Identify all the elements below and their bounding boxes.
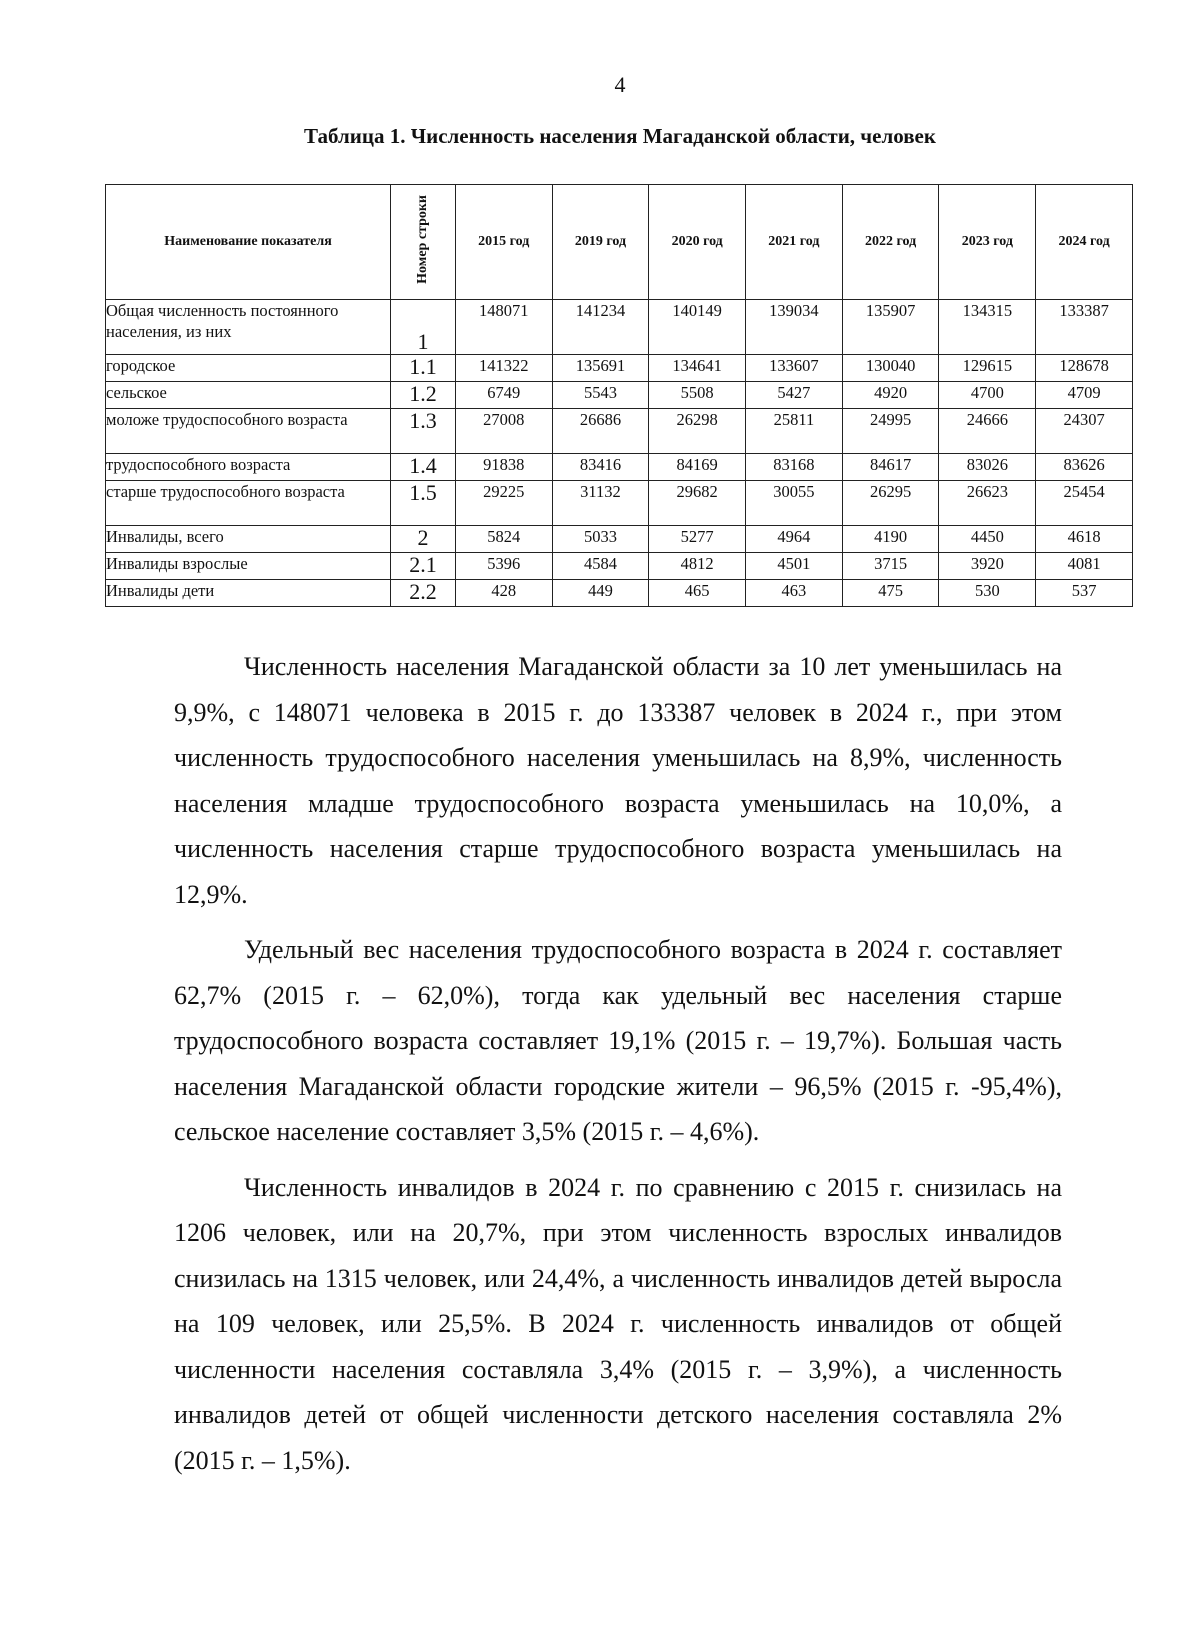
row-value: 133387: [1036, 300, 1133, 355]
row-value: 27008: [455, 409, 552, 454]
row-value: 6749: [455, 382, 552, 409]
row-number: 1.2: [391, 382, 456, 409]
row-name: Инвалиды, всего: [106, 526, 391, 553]
row-value: 83026: [939, 454, 1036, 481]
row-value: 128678: [1036, 355, 1133, 382]
row-value: 465: [649, 580, 746, 607]
row-value: 139034: [746, 300, 843, 355]
row-value: 141322: [455, 355, 552, 382]
row-name: трудоспособного возраста: [106, 454, 391, 481]
row-value: 449: [552, 580, 649, 607]
table-row: [106, 409, 1133, 454]
table-row: [106, 553, 1133, 580]
row-value: 26686: [552, 409, 649, 454]
row-value: 135907: [842, 300, 939, 355]
row-value: 29682: [649, 481, 746, 526]
row-value: 83416: [552, 454, 649, 481]
row-value: 26623: [939, 481, 1036, 526]
row-value: 129615: [939, 355, 1036, 382]
row-value: 84169: [649, 454, 746, 481]
row-value: 5824: [455, 526, 552, 553]
header-row-number: [391, 185, 456, 300]
row-value: 4709: [1036, 382, 1133, 409]
row-value: 5543: [552, 382, 649, 409]
row-number: 1: [391, 300, 456, 355]
row-value: 475: [842, 580, 939, 607]
row-value: 5396: [455, 553, 552, 580]
header-indicator-name: Наименование показателя: [106, 185, 391, 300]
header-year: 2024 год: [1036, 185, 1133, 300]
row-number: 2.2: [391, 580, 456, 607]
header-year: 2022 год: [842, 185, 939, 300]
row-value: 91838: [455, 454, 552, 481]
row-value: 83626: [1036, 454, 1133, 481]
row-value: 5508: [649, 382, 746, 409]
header-year: 2023 год: [939, 185, 1036, 300]
table-row: [106, 526, 1133, 553]
row-name: Общая численность постоянного населения, из них: [106, 300, 391, 355]
row-value: 84617: [842, 454, 939, 481]
table-row: [106, 580, 1133, 607]
row-name: старше трудоспособного возраста: [106, 481, 391, 526]
row-value: 135691: [552, 355, 649, 382]
row-name: Инвалиды дети: [106, 580, 391, 607]
paragraph: Численность населения Магаданской области за 10 лет уменьшилась на 9,9%, с 148071 человека в 2015 г. до 133387 человек в 2024 г., при этом численность трудоспособного населения уменьшилась на 8,9%, численность населения младше трудоспособного возраста уменьшилась на 10,0%, а численность населения старше трудоспособного возраста уменьшилась на 12,9%.: [174, 652, 1062, 909]
row-number: 2: [391, 526, 456, 553]
row-value: 4450: [939, 526, 1036, 553]
row-value: 148071: [455, 300, 552, 355]
row-value: 31132: [552, 481, 649, 526]
row-value: 134315: [939, 300, 1036, 355]
row-value: 83168: [746, 454, 843, 481]
row-value: 26295: [842, 481, 939, 526]
row-value: 25811: [746, 409, 843, 454]
row-value: 4700: [939, 382, 1036, 409]
row-value: 4812: [649, 553, 746, 580]
table-row: [106, 481, 1133, 526]
row-value: 463: [746, 580, 843, 607]
paragraph: Удельный вес населения трудоспособного возраста в 2024 г. составляет 62,7% (2015 г. – 62,0%), тогда как удельный вес населения старше трудоспособного возраста составляет 19,1% (2015 г. – 19,7%). Большая часть населения Магаданской области городские жители – 96,5% (2015 г. -95,4%), сельское население составляет 3,5% (2015 г. – 4,6%).: [174, 935, 1062, 1146]
row-number: 1.3: [391, 409, 456, 454]
header-year: 2019 год: [552, 185, 649, 300]
table-row: [106, 382, 1133, 409]
row-value: 133607: [746, 355, 843, 382]
row-value: 3715: [842, 553, 939, 580]
row-value: 4190: [842, 526, 939, 553]
row-value: 24666: [939, 409, 1036, 454]
row-value: 141234: [552, 300, 649, 355]
row-value: 140149: [649, 300, 746, 355]
table-title: Таблица 1. Численность населения Магаданской области, человек: [304, 124, 936, 148]
row-name: городское: [106, 355, 391, 382]
row-name: Инвалиды взрослые: [106, 553, 391, 580]
paragraph: Численность инвалидов в 2024 г. по сравнению с 2015 г. снизилась на 1206 человек, или на 20,7%, при этом численность взрослых инвалидов снизилась на 1315 человек, или 24,4%, а численность инвалидов детей выросла на 109 человек, или 25,5%. В 2024 г. численность инвалидов от общей численности населения составляла 3,4% (2015 г. – 3,9%), а численность инвалидов детей от общей численности детского населения составляла 2% (2015 г. – 1,5%).: [174, 1172, 1062, 1475]
row-number: 1.4: [391, 454, 456, 481]
row-value: 4501: [746, 553, 843, 580]
row-value: 4964: [746, 526, 843, 553]
row-value: 4920: [842, 382, 939, 409]
population-table: [105, 184, 1133, 607]
row-value: 5033: [552, 526, 649, 553]
row-value: 428: [455, 580, 552, 607]
row-value: 4584: [552, 553, 649, 580]
header-year: 2020 год: [649, 185, 746, 300]
row-value: 26298: [649, 409, 746, 454]
row-value: 4618: [1036, 526, 1133, 553]
header-year: 2021 год: [746, 185, 843, 300]
table-row: [106, 454, 1133, 481]
row-value: 130040: [842, 355, 939, 382]
row-value: 5277: [649, 526, 746, 553]
row-value: 25454: [1036, 481, 1133, 526]
header-row-number-label: Номер строки: [414, 195, 430, 284]
row-value: 3920: [939, 553, 1036, 580]
row-value: 24307: [1036, 409, 1133, 454]
row-number: 1.1: [391, 355, 456, 382]
page-number: 4: [614, 72, 626, 97]
table-header-row: [106, 185, 1133, 300]
row-value: 134641: [649, 355, 746, 382]
row-value: 537: [1036, 580, 1133, 607]
row-name: сельское: [106, 382, 391, 409]
row-value: 530: [939, 580, 1036, 607]
row-value: 29225: [455, 481, 552, 526]
row-value: 4081: [1036, 553, 1133, 580]
table-row: [106, 300, 1133, 355]
header-year: 2015 год: [455, 185, 552, 300]
row-number: 1.5: [391, 481, 456, 526]
row-value: 30055: [746, 481, 843, 526]
table-row: [106, 355, 1133, 382]
row-value: 5427: [746, 382, 843, 409]
row-name: моложе трудоспособного возраста: [106, 409, 391, 454]
row-number: 2.1: [391, 553, 456, 580]
body-text: [174, 644, 1062, 1483]
row-value: 24995: [842, 409, 939, 454]
